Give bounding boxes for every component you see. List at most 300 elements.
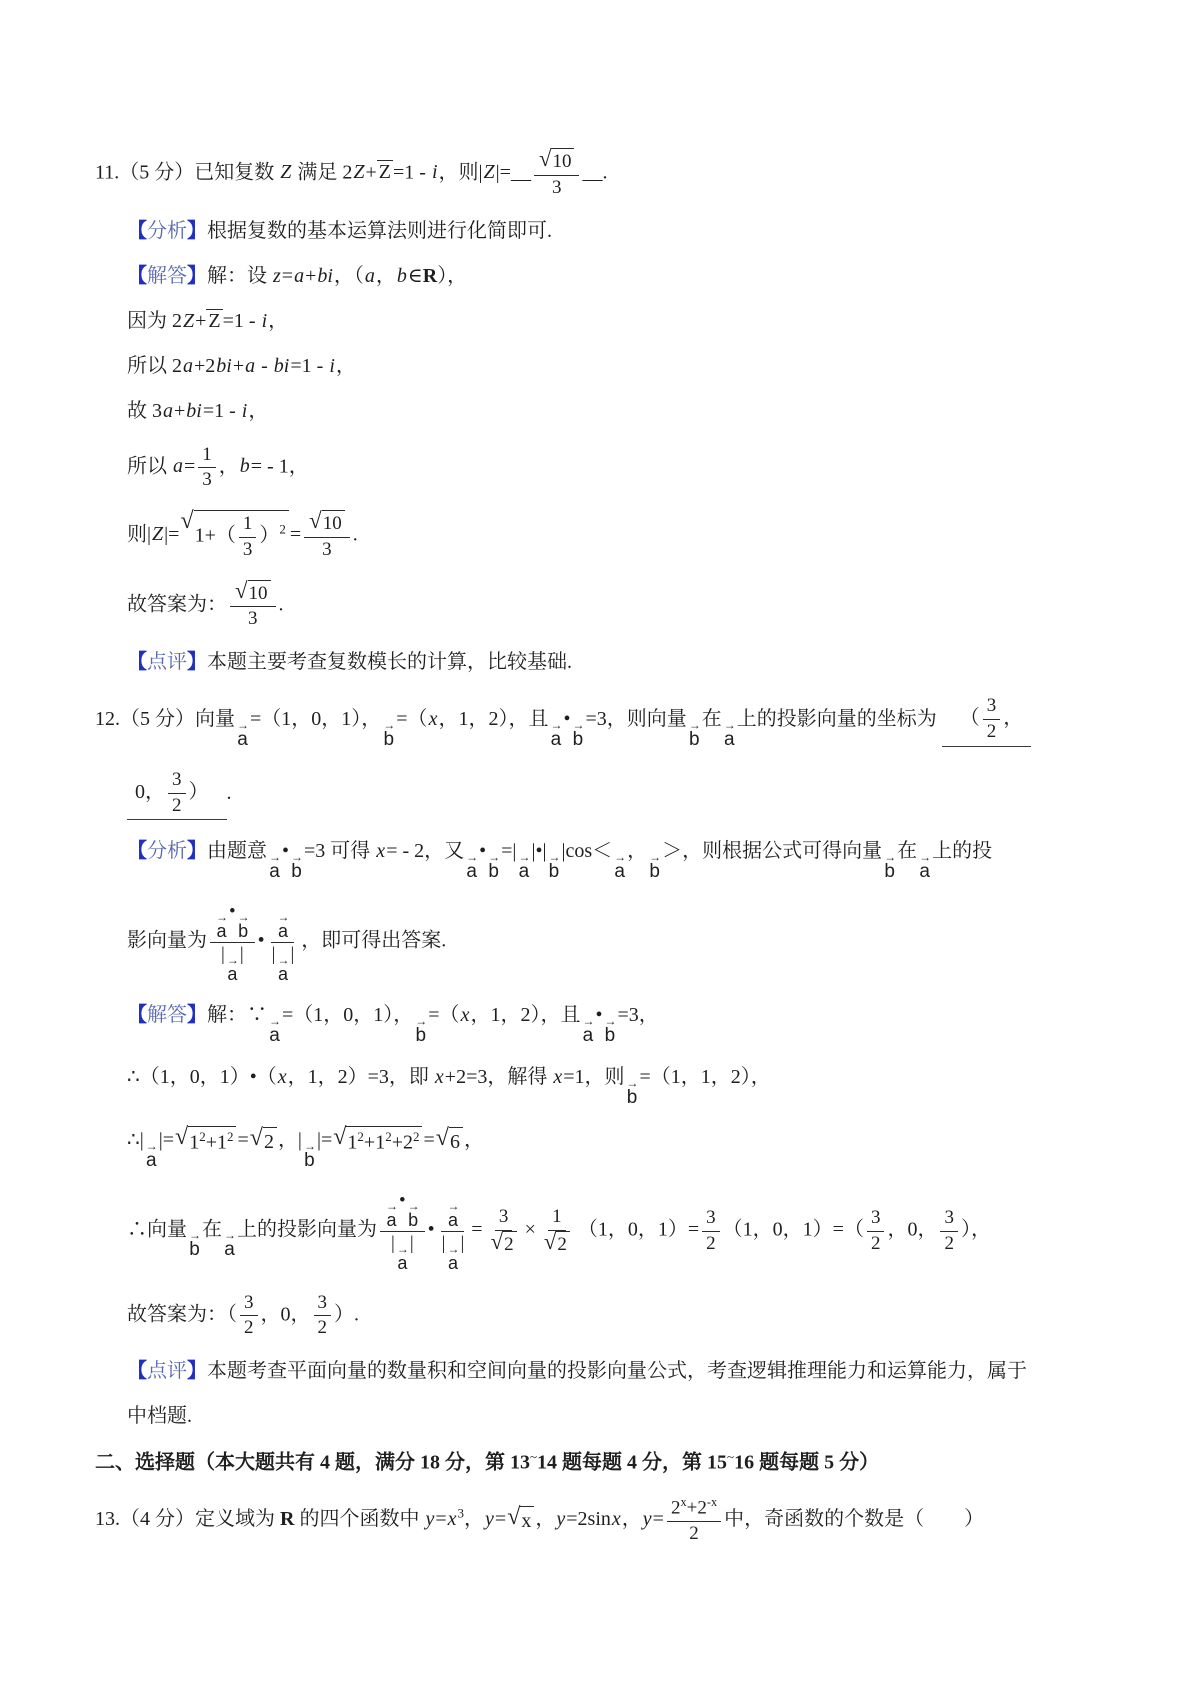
square-root (333, 1123, 422, 1157)
vector (291, 850, 303, 883)
vector (649, 850, 661, 883)
label-bracket: 】 (187, 219, 207, 242)
text-run: 2 (689, 1522, 699, 1544)
radical-sign-icon: √ (435, 1124, 449, 1151)
vector-letter: a (269, 861, 280, 883)
label-bracket: 】 (187, 840, 207, 863)
math-variable: i (261, 309, 268, 332)
vector-letter: b (304, 1149, 315, 1171)
text-run: x (521, 1509, 532, 1532)
text-run: 2 (706, 1232, 716, 1254)
fraction-numerator (271, 900, 294, 943)
text-run: 所以 (127, 454, 172, 477)
math-variable: i (329, 354, 335, 377)
vector-letter: a (386, 1209, 397, 1230)
math-variable: b (396, 264, 407, 287)
superscript: x (680, 1494, 687, 1509)
text-run: =1 - (222, 309, 261, 332)
math-variable: y (425, 1507, 435, 1530)
vector (226, 953, 238, 985)
text-run: 2 (870, 1232, 881, 1254)
text-run: ，1，2），且 (438, 707, 549, 730)
text-run: 0， (135, 781, 165, 804)
vector-letter: b (626, 1087, 638, 1109)
section-label (127, 840, 207, 862)
text-run: ∴| (127, 1128, 144, 1151)
label-bracket: 【 (127, 840, 147, 863)
answer-blank (942, 694, 1032, 747)
vector (269, 850, 280, 883)
vector-arrow-icon: → (277, 910, 289, 925)
vector-arrow-icon: → (447, 1198, 459, 1213)
text-run: = (237, 1128, 249, 1151)
text-run: ， (375, 264, 396, 287)
fraction (867, 1206, 885, 1256)
vector-arrow-icon: → (626, 1076, 638, 1091)
text-run: = - 1， (250, 454, 309, 477)
text-run: 10 (248, 582, 268, 604)
text-run: . (352, 523, 358, 546)
fraction-denominator (539, 1228, 575, 1257)
fraction (230, 577, 276, 632)
text-run: =（ (428, 1004, 460, 1027)
vector (919, 850, 931, 883)
vector-arrow-icon: → (723, 717, 735, 732)
fraction (534, 148, 580, 200)
vector-arrow-icon: → (224, 1228, 235, 1243)
solution-answer (127, 577, 1145, 632)
fraction-denominator (548, 176, 566, 200)
vector (488, 850, 500, 883)
vector-letter: a (237, 728, 248, 750)
superscript: 2 (279, 521, 286, 537)
text-run: | (409, 1232, 414, 1254)
square-root (543, 1228, 570, 1257)
label-text: 分析 (147, 840, 187, 863)
fraction-denominator (318, 538, 336, 562)
math-variable: a (173, 454, 183, 477)
text-run: • (229, 901, 236, 923)
text-run: =（ (396, 707, 428, 730)
label-bracket: 【 (127, 219, 147, 242)
vector-arrow-icon: → (269, 850, 280, 865)
vector-letter: a (216, 921, 227, 942)
text-run: =3， (617, 1004, 659, 1027)
text-run: . (226, 781, 232, 804)
vector-letter: b (649, 861, 660, 883)
radical-sign-icon: √ (490, 1228, 504, 1254)
text-run: 在 (202, 1218, 222, 1241)
text-run: |= (316, 1128, 333, 1151)
vector-letter: a (224, 1239, 235, 1261)
text-run: ，即可得出答案. (301, 929, 447, 952)
radical-sign-icon: √ (180, 508, 194, 534)
vector-arrow-icon: → (447, 1241, 459, 1256)
vector-arrow-icon: → (277, 953, 289, 968)
problem-12-analysis (127, 838, 1145, 882)
text-run: ， (464, 1507, 485, 1530)
text-run: • (257, 929, 265, 952)
text-run: +2 (391, 1131, 413, 1154)
vector-arrow-icon: → (548, 850, 560, 865)
vector-arrow-icon: → (237, 717, 248, 732)
text-run: （1，0，1）=（ (722, 1218, 864, 1241)
vector-arrow-icon: → (604, 1014, 616, 1029)
vector (216, 910, 227, 942)
vector-arrow-icon: → (407, 1198, 419, 1213)
square-root (539, 148, 575, 174)
fraction-numerator (867, 1206, 885, 1232)
problem-12-comment-cont (127, 1403, 1145, 1430)
superscript: 2 (199, 1128, 206, 1144)
text-run: = (435, 1507, 447, 1530)
math-variable: a (294, 264, 305, 287)
vector-arrow-icon: → (919, 850, 931, 865)
fraction-numerator (230, 577, 276, 608)
text-run: | (221, 944, 225, 966)
math-variable: Z (353, 161, 365, 184)
text-run: + (305, 264, 317, 287)
vector (723, 717, 735, 750)
fraction-denominator (240, 1316, 258, 1340)
text-run: +1 (205, 1131, 227, 1154)
vector-arrow-icon: → (649, 850, 661, 865)
text-run: +1 (363, 1131, 386, 1154)
vector (688, 717, 700, 750)
text-run: 3 (172, 768, 182, 790)
problem-12-analysis-cont (127, 900, 1145, 984)
math-variable: y (485, 1507, 494, 1530)
text-run: 本题考查平面向量的数量积和空间向量的投影向量公式，考查逻辑推理能力和运算能力，属于 (207, 1360, 1027, 1383)
text-run: ，则| (438, 161, 483, 184)
vector (396, 1241, 408, 1273)
fraction-numerator (210, 900, 255, 943)
square-root (435, 1124, 463, 1156)
fraction-denominator (268, 943, 299, 984)
text-run: 在 (897, 840, 918, 863)
math-variable: x (376, 840, 386, 863)
text-run: 中，奇函数的个数是（ ） (724, 1507, 985, 1530)
superscript: 2 (412, 1128, 420, 1144)
fraction-numerator (667, 1495, 721, 1522)
superscript: ~ (727, 1449, 735, 1465)
text-run: =| (501, 840, 517, 863)
text-run: +2 (686, 1497, 707, 1519)
math-variable: bi (317, 264, 333, 287)
fraction (983, 694, 1001, 744)
text-run: 1+（ (194, 524, 236, 547)
vector-arrow-icon: → (518, 850, 530, 865)
problem-11-comment (127, 649, 1145, 676)
text-run: =3 可得 (304, 840, 376, 863)
text-run: 13.（4 分）定义域为 (95, 1507, 280, 1530)
text-run: 2 (244, 1317, 254, 1339)
fraction-denominator (198, 468, 216, 492)
text-run: +2=3，解得 (444, 1066, 553, 1089)
math-variable: x (460, 1004, 470, 1027)
vector (550, 717, 562, 750)
text-run: 2 (172, 794, 182, 816)
text-run: =2sin (566, 1507, 611, 1530)
superscript: 3 (457, 1505, 465, 1521)
problem-12-solution-start (127, 1002, 1145, 1046)
fraction-denominator (239, 538, 257, 562)
text-run: 1 (552, 1206, 562, 1228)
label-bracket: 【 (127, 264, 147, 287)
math-variable: Z (152, 523, 164, 546)
text-run: 满足 2 (292, 161, 353, 184)
solution-step (127, 353, 1145, 380)
text-run: ＞，则根据公式可得向量 (662, 840, 883, 863)
vector (614, 850, 626, 883)
text-run: __ (510, 161, 531, 184)
label-bracket: 【 (127, 1360, 147, 1383)
vector-arrow-icon: → (216, 910, 227, 925)
text-run: 解：∵ (207, 1004, 267, 1027)
text-run: = (423, 1128, 435, 1151)
vector-letter: a (466, 861, 477, 883)
section-label (127, 220, 207, 242)
radicand (551, 148, 574, 174)
text-run: 2 (504, 1233, 514, 1255)
vector-arrow-icon: → (145, 1138, 157, 1153)
bold-text: 二、选择题（本大题共有 4 题，满分 18 分，第 13 (95, 1451, 530, 1474)
fraction (210, 900, 255, 984)
math-variable: x (434, 1066, 444, 1089)
text-run: = - 2，又 (386, 840, 465, 863)
vector-letter: b (548, 861, 560, 883)
vector-arrow-icon: → (884, 850, 896, 865)
text-run: ， (463, 1128, 484, 1151)
vector-letter: a (550, 728, 562, 750)
vector (447, 1198, 459, 1230)
text-run: 上的投 (932, 840, 993, 863)
vector (604, 1014, 616, 1047)
fraction (438, 1189, 469, 1273)
solution-step (127, 1189, 1145, 1273)
label-text: 点评 (147, 651, 187, 673)
text-run: 上的投影向量为 (237, 1218, 377, 1241)
text-run: 3 (244, 1291, 254, 1313)
radicand (449, 1127, 463, 1156)
fraction-denominator (486, 1228, 522, 1257)
fraction-denominator (387, 1232, 418, 1273)
text-run: ， (627, 840, 648, 863)
fraction (667, 1495, 721, 1546)
math-variable: Z (483, 161, 495, 184)
superscript: 2 (357, 1128, 364, 1144)
text-run: 10 (552, 151, 572, 172)
text-run: • (282, 840, 290, 863)
vector (415, 1014, 427, 1047)
text-run: 故答案为：（ (127, 1303, 237, 1326)
text-run: 故答案为： (127, 592, 227, 615)
solution-step (127, 443, 1145, 493)
vector (447, 1241, 459, 1273)
vector-letter: b (408, 1209, 419, 1230)
text-run: |cos＜ (561, 840, 613, 863)
text-run: 3 (944, 1207, 954, 1229)
math-variable: x (611, 1507, 621, 1530)
math-variable: bi (186, 399, 202, 422)
vector (466, 850, 478, 883)
vector-arrow-icon: → (291, 850, 303, 865)
text-run: =3，则向量 (585, 707, 687, 730)
vector (303, 1138, 315, 1171)
text-run: | (239, 944, 244, 966)
fraction (168, 768, 186, 818)
text-run: ，0， (260, 1303, 311, 1326)
radicand (194, 510, 289, 562)
fraction (940, 1206, 958, 1256)
label-text: 分析 (147, 219, 187, 242)
fraction (240, 1291, 258, 1341)
bold-text: 14 题每题 4 分，第 15 (537, 1451, 728, 1474)
vector-arrow-icon: → (582, 1014, 594, 1029)
vector (145, 1138, 157, 1171)
text-run: ， (621, 1507, 642, 1530)
fraction-numerator (240, 1291, 258, 1317)
text-run: 3 (248, 608, 258, 630)
text-run: ，1，2）=3，即 (287, 1066, 434, 1089)
fraction-numerator (983, 694, 1001, 720)
square-root (175, 1123, 236, 1157)
radicand (263, 1127, 277, 1156)
text-run: • (427, 1218, 435, 1241)
fraction-denominator (314, 1316, 332, 1340)
vector (224, 1228, 235, 1261)
vector-letter: a (269, 1025, 280, 1047)
radicand (556, 1231, 570, 1257)
bold-text: R (280, 1507, 295, 1530)
vector-letter: b (291, 861, 302, 883)
math-variable: i (431, 161, 438, 184)
math-variable: i (241, 399, 248, 422)
fraction (314, 1291, 332, 1341)
vector-letter: a (277, 964, 288, 985)
vector (572, 717, 584, 750)
vector (277, 953, 289, 985)
text-run: 所以 2 (127, 354, 182, 377)
text-run: = (281, 264, 294, 287)
vector (626, 1076, 638, 1109)
fraction-numerator (314, 1291, 332, 1317)
problem-12-heading (95, 694, 1145, 750)
text-run: ） (188, 781, 219, 804)
radicand (346, 1126, 422, 1157)
vector-letter: a (447, 1252, 458, 1273)
solution-step (127, 1123, 1145, 1171)
vector-letter: b (604, 1025, 616, 1047)
text-run: 则| (127, 523, 152, 546)
math-variable: x (553, 1066, 563, 1089)
text-run: | (271, 944, 276, 966)
text-run: 在 (701, 707, 722, 730)
radical-sign-icon: √ (507, 1503, 521, 1530)
math-variable: a (364, 264, 375, 287)
vector (269, 1014, 280, 1047)
fraction (239, 512, 257, 562)
superscript: 2 (385, 1128, 392, 1144)
vector (582, 1014, 594, 1047)
fraction-denominator (244, 607, 262, 631)
vector (237, 717, 248, 750)
answer-blank (127, 768, 227, 821)
radicand (188, 1126, 236, 1157)
text-run: 因为 2 (127, 309, 182, 332)
text-run: ∈ (407, 264, 423, 287)
text-run: 故 3 (127, 399, 162, 422)
fraction-numerator (495, 1205, 513, 1231)
vector (277, 910, 289, 942)
text-run: ）. (334, 1303, 359, 1326)
bold-text: R (422, 264, 438, 287)
label-bracket: 【 (127, 1004, 147, 1027)
text-run: 1 (202, 443, 212, 465)
text-run: Z (378, 161, 392, 184)
math-variable: z (273, 264, 281, 287)
fraction (539, 1205, 575, 1257)
fraction-numerator (380, 1189, 425, 1232)
vector-letter: a (723, 728, 735, 750)
text-run: • (563, 707, 571, 730)
text-run: |•| (531, 840, 547, 863)
text-run: ， (1003, 707, 1024, 730)
fraction-denominator (438, 1232, 469, 1273)
vector-letter: a (919, 861, 930, 883)
math-variable: Z (280, 161, 292, 184)
math-variable: x (428, 707, 438, 730)
radicand (248, 580, 271, 606)
text-run: ， (268, 309, 289, 332)
fraction-denominator (217, 943, 248, 984)
fraction (702, 1206, 720, 1256)
fraction-numerator (940, 1206, 958, 1232)
radical-sign-icon: √ (543, 1228, 557, 1254)
fraction (198, 443, 216, 493)
text-run: ∴向量 (127, 1218, 187, 1241)
solution-step (127, 308, 1145, 335)
solution-step (127, 398, 1145, 425)
text-run: 中档题. (127, 1405, 192, 1428)
text-run: 3 (202, 469, 212, 491)
vector-letter: a (447, 1209, 458, 1230)
vector (237, 910, 249, 942)
vector (548, 850, 560, 883)
text-run: ）， (960, 1218, 991, 1241)
section-label (127, 1360, 207, 1382)
problem-12-comment (127, 1358, 1145, 1385)
vector-letter: a (227, 964, 238, 985)
fraction-numerator (534, 148, 580, 176)
radicand (503, 1231, 517, 1257)
vector-arrow-icon: → (189, 1228, 200, 1243)
vector-arrow-icon: → (550, 717, 562, 732)
text-run: + (232, 354, 245, 377)
square-root (490, 1228, 517, 1257)
section-label (127, 265, 207, 287)
vector-arrow-icon: → (614, 850, 626, 865)
text-run: 1 (347, 1131, 358, 1154)
vector-arrow-icon: → (237, 910, 249, 925)
fraction-denominator (168, 794, 186, 818)
fraction-numerator (168, 768, 186, 794)
text-run: =1 - (202, 399, 241, 422)
text-run: 3 (498, 1206, 509, 1228)
text-run: （1，0，1）= (577, 1218, 700, 1241)
fraction-denominator (940, 1232, 958, 1256)
fraction (268, 900, 299, 984)
